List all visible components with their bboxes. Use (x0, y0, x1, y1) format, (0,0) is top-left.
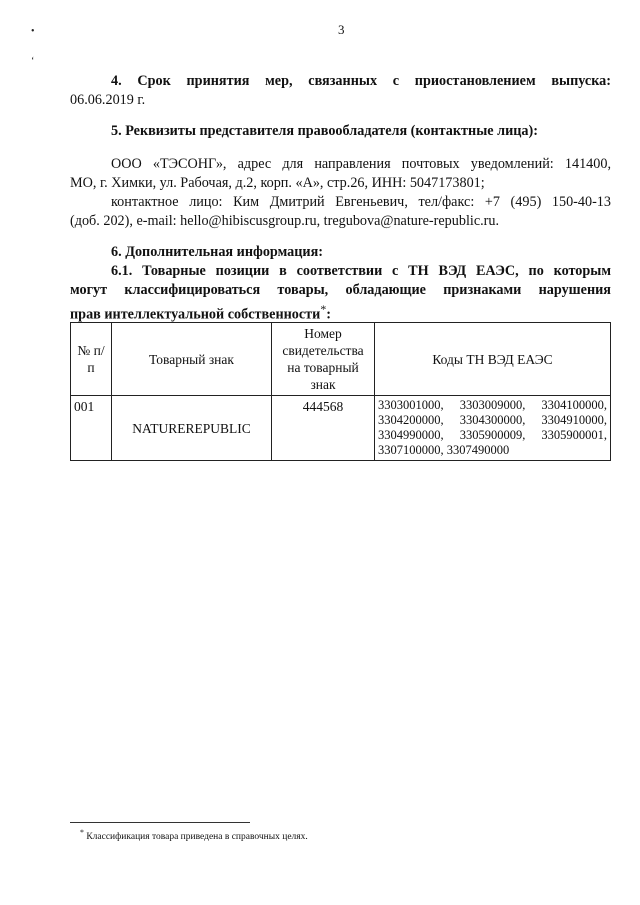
section4-date: 06.06.2019 г. (70, 92, 146, 108)
cell-codes: 3303001000, 3303009000, 3304100000, 3304200000, 3304300000, 3304910000, 3304990000, 3305900009, 3305900001, 3307100000, 3307490000 (375, 396, 611, 461)
page-number: 3 (338, 22, 345, 37)
table-header-row (71, 323, 611, 396)
footnote-marker: * (80, 828, 84, 837)
cell-num: 001 (71, 396, 112, 461)
header-certificate: Номер свидетельства на товарный знак (272, 323, 375, 396)
section5-contact-line2: (доб. 202), e-mail: hello@hibiscusgroup.ru, tregubova@nature-republic.ru. (70, 213, 500, 229)
section5-contact-line1: контактное лицо: Ким Дмитрий Евгеньевич, тел/факс: +7 (495) 150-40-13 (111, 194, 611, 210)
footnote-ref: * (320, 302, 327, 316)
section6-sub-line1: 6.1. Товарные позиции в соответствии с ТН ВЭД ЕАЭС, по которым (111, 263, 611, 279)
footnote-text: Классификация товара приведена в справочных целях. (86, 832, 308, 843)
section6-sub-line2: могут классифицироваться товары, обладающие признаками нарушения (70, 282, 611, 298)
margin-mark: • (31, 26, 35, 37)
cell-certificate: 444568 (272, 396, 375, 461)
section5-company-line2: МО, г. Химки, ул. Рабочая, д.2, корп. «А», стр.26, ИНН: 5047173801; (70, 175, 485, 191)
footnote (80, 828, 308, 842)
goods-table (70, 322, 611, 461)
cell-trademark: NATUREREPUBLIC (112, 396, 272, 461)
header-codes: Коды ТН ВЭД ЕАЭС (375, 323, 611, 396)
header-num: № п/п (71, 323, 112, 396)
section6-heading: 6. Дополнительная информация: (111, 244, 323, 260)
table-row (71, 396, 611, 461)
section5-company: ООО «ТЭСОНГ», адрес для направления почтовых уведомлений: 141400, (111, 156, 611, 172)
footnote-divider (70, 822, 250, 823)
margin-mark: ʻ (31, 56, 35, 67)
section4-heading: 4. Срок принятия мер, связанных с приостановлением выпуска: (111, 73, 611, 89)
header-trademark: Товарный знак (112, 323, 272, 396)
section6-sub-line3: прав интеллектуальной собственности*: (70, 302, 331, 323)
section5-heading: 5. Реквизиты представителя правообладателя (контактные лица): (111, 123, 538, 139)
